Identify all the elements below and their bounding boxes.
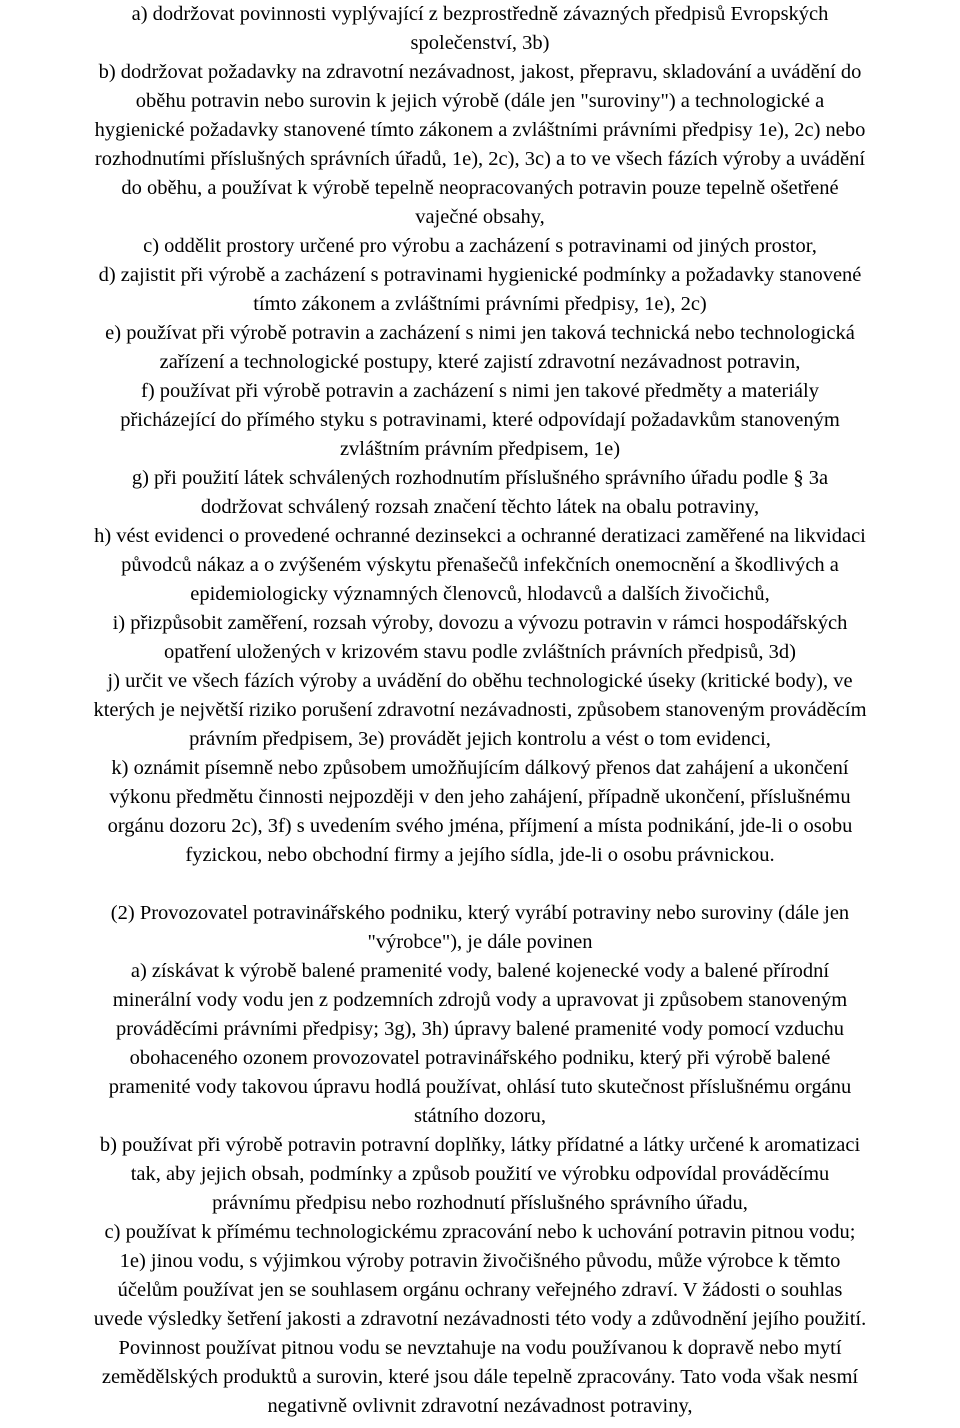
text-line: minerální vody vodu jen z podzemních zdrojů vody a upravovat ji způsobem stanoveným xyxy=(112,989,848,1011)
text-line: tak, aby jejich obsah, podmínky a způsob použití ve výrobku odpovídal prováděcímu xyxy=(130,1163,830,1185)
text-line: g) při použití látek schválených rozhodnutím příslušného správního úřadu podle § 3a xyxy=(131,467,829,489)
text-line: vaječné obsahy, xyxy=(415,206,545,228)
text-line: h) vést evidenci o provedené ochranné dezinsekci a ochranné deratizaci zaměřené na likvidaci xyxy=(94,525,866,547)
text-line: fyzickou, nebo obchodní firmy a jejího sídla, jde-li o osobu právnickou. xyxy=(185,844,775,866)
text-line: f) používat při výrobě potravin a zacházení s nimi jen takové předměty a materiály xyxy=(141,380,819,402)
text-line: zvláštním právním předpisem, 1e) xyxy=(339,438,621,460)
text-line: zemědělských produktů a surovin, které jsou dále tepelně zpracovány. Tato voda však nesmí xyxy=(101,1366,859,1388)
text-line: kterých je největší riziko porušení zdravotní nezávadnosti, způsobem stanoveným prováděcím xyxy=(93,699,867,721)
text-line: výkonu předmětu činnosti nejpozději v den jeho zahájení, případně ukončení, příslušnému xyxy=(109,786,851,808)
section-2-items xyxy=(3,899,957,1421)
text-line: (2) Provozovatel potravinářského podniku, který vyrábí potraviny nebo suroviny (dále jen xyxy=(110,902,850,924)
text-line: rozhodnutími příslušných správních úřadů, 1e), 2c), 3c) a to ve všech fázích výroby a uvádění xyxy=(94,148,866,170)
text-line: obohaceného ozonem provozovatel potravinářského podniku, který při výrobě balené xyxy=(129,1047,831,1069)
text-line: uvede výsledky šetření jakosti a zdravotní nezávadnosti této vody a zdůvodnění jejího použití. xyxy=(93,1308,867,1330)
text-line: c) oddělit prostory určené pro výrobu a zacházení s potravinami od jiných prostor, xyxy=(143,235,817,257)
text-line: pramenité vody takovou úpravu hodlá používat, ohlásí tuto skutečnost příslušnému orgánu xyxy=(108,1076,852,1098)
text-line: Povinnost používat pitnou vodu se nevztahuje na vodu používanou k dopravě nebo mytí xyxy=(118,1337,842,1359)
text-line: "výrobce"), je dále povinen xyxy=(367,931,593,953)
text-line: hygienické požadavky stanovené tímto zákonem a zvláštními právními předpisy 1e), 2c) nebo xyxy=(94,119,866,141)
text-line: d) zajistit při výrobě a zacházení s potravinami hygienické podmínky a požadavky stanovené xyxy=(98,264,862,286)
text-line: společenství, 3b) xyxy=(410,32,550,54)
text-line: i) přizpůsobit zaměření, rozsah výroby, dovozu a vývozu potravin v rámci hospodářských xyxy=(112,612,848,634)
text-line: zařízení a technologické postupy, které zajistí zdravotní nezávadnost potravin, xyxy=(159,351,801,373)
text-line: j) určit ve všech fázích výroby a uvádění do oběhu technologické úseky (kritické body), ve xyxy=(107,670,853,692)
text-line: a) získávat k výrobě balené pramenité vody, balené kojenecké vody a balené přírodní xyxy=(130,960,830,982)
text-line: opatření uložených v krizovém stavu podle zvláštních právních předpisů, 3d) xyxy=(164,641,796,663)
text-line: přicházející do přímého styku s potravinami, které odpovídají požadavkům stanoveným xyxy=(120,409,840,431)
text-line: účelům používat jen se souhlasem orgánu ochrany veřejného zdraví. V žádosti o souhlas xyxy=(117,1279,843,1301)
text-line: prováděcími právními předpisy; 3g), 3h) úpravy balené pramenité vody pomocí vzduchu xyxy=(115,1018,845,1040)
text-line: státního dozoru, xyxy=(413,1105,547,1127)
text-line: právnímu předpisu nebo rozhodnutí příslušného správního úřadu, xyxy=(212,1192,748,1214)
text-line: epidemiologicky významných členovců, hlodavců a dalších živočichů, xyxy=(190,583,770,605)
text-line: 1e) jinou vodu, s výjimkou výroby potravin živočišného původu, může výrobce k těmto xyxy=(119,1250,841,1272)
text-line: orgánu dozoru 2c), 3f) s uvedením svého jména, příjmení a místa podnikání, jde-li o osobu xyxy=(107,815,853,837)
text-line: právním předpisem, 3e) provádět jejich kontrolu a vést o tom evidenci, xyxy=(189,728,771,750)
text-line: oběhu potravin nebo surovin k jejich výrobě (dále jen "suroviny") a technologické a xyxy=(135,90,825,112)
text-line: původců nákaz a o zvýšeném výskytu přenašečů infekčních onemocnění a škodlivých a xyxy=(121,554,839,576)
text-line: a) dodržovat povinnosti vyplývající z bezprostředně závazných předpisů Evropských xyxy=(131,3,829,25)
text-line: tímto zákonem a zvláštními právními předpisy, 1e), 2c) xyxy=(253,293,707,315)
text-line: e) používat při výrobě potravin a zacházení s nimi jen taková technická nebo technologická xyxy=(105,322,855,344)
text-line: c) používat k přímému technologickému zpracování nebo k uchování potravin pitnou vodu; xyxy=(104,1221,856,1243)
text-line: do oběhu, a používat k výrobě tepelně neopracovaných potravin pouze tepelně ošetřené xyxy=(121,177,839,199)
paragraph-gap xyxy=(3,870,957,899)
text-line: b) používat při výrobě potravin potravní doplňky, látky přídatné a látky určené k aromatizaci xyxy=(99,1134,861,1156)
text-line: k) oznámit písemně nebo způsobem umožňujícím dálkový přenos dat zahájení a ukončení xyxy=(111,757,849,779)
text-line: b) dodržovat požadavky na zdravotní nezávadnost, jakost, přepravu, skladování a uvádění do xyxy=(98,61,862,83)
text-line: negativně ovlivnit zdravotní nezávadnost potraviny, xyxy=(267,1395,693,1417)
text-line: dodržovat schválený rozsah značení těchto látek na obalu potraviny, xyxy=(200,496,760,518)
section-1-items xyxy=(3,0,957,870)
